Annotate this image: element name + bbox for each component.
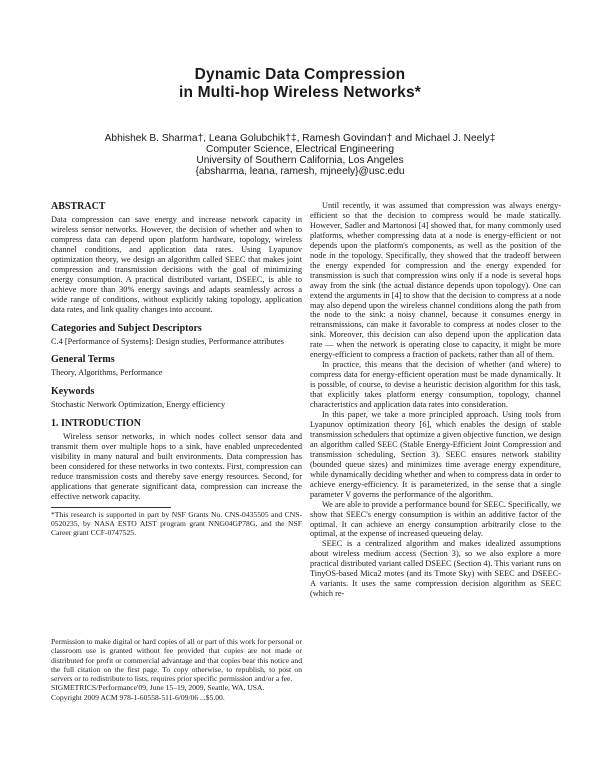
body-paragraph-4: We are able to provide a performance bound for SEEC. Specifically, we show that SEEC's energy consumption is within an additive factor of the optimal. It can achieve an energy consumption arbitrarily close to the optimal, at the expense of increased queueing delay. [310,499,561,539]
title-line-1: Dynamic Data Compression [194,66,406,83]
footnote-divider [51,507,171,508]
categories-heading: Categories and Subject Descriptors [51,322,202,334]
keywords-text: Stochastic Network Optimization, Energy efficiency [51,400,226,410]
affiliation-dept: Computer Science, Electrical Engineering [206,144,394,155]
general-terms-text: Theory, Algorithms, Performance [51,368,163,378]
copyright-line: Copyright 2009 ACM 978-1-60558-511-6/09/06 ...$5.00. [51,692,225,702]
body-paragraph-5: SEEC is a centralized algorithm and makes idealized assumptions about wireless medium access (Section 3), so we also explore a more practical distributed variant called DSEEC (Section 4). This variant runs on TinyOS-based Mica2 motes (and its Tmote Sky) with SEEC and DSEEC-A variants. It uses the same compression decision algorithm as SEEC (which re- [310,539,561,599]
right-column [310,201,561,599]
permission-text: Permission to make digital or hard copies of all or part of this work for personal or classroom use is granted without fee provided that copies are not made or distributed for profit or commercial advantage and that copies bear this notice and the full citation on the first page. To copy otherwise, to republish, to post on servers or to redistribute to lists, requires prior specific permission and/or a fee. [51,637,302,684]
venue-line: SIGMETRICS/Performance'09, June 15–19, 2009, Seattle, WA, USA. [51,683,265,693]
introduction-text: Wireless sensor networks, in which nodes collect sensor data and transmit them over multiple hops to a sink, have enabled unprecedented visibility in many natural and built environments. Data compression has been considered for these networks in two contexts. First, compression can reduce transmission costs and thereby save energy resources. Second, for applications that generate significant data, compression can increase the effective network capacity. [51,432,302,502]
categories-text: C.4 [Performance of Systems]: Design studies, Performance attributes [51,336,284,346]
author-names: Abhishek B. Sharma†, Leana Golubchik†‡, Ramesh Govindan† and Michael J. Neely‡ [104,133,496,144]
author-block [0,133,600,177]
keywords-heading: Keywords [51,386,95,398]
introduction-heading: 1. INTRODUCTION [51,418,142,430]
paper-title [0,66,600,102]
left-column [51,201,302,538]
abstract-heading: ABSTRACT [51,201,106,212]
title-line-2: in Multi-hop Wireless Networks* [178,84,422,101]
body-paragraph-3: In this paper, we take a more principled approach. Using tools from Lyapunov optimization theory [6], which enables the design of stable transmission schedulers that optimize a given objective function, we design an algorithm called SEEC (Stable Energy-Efficient Joint Compression and transmission scheduling, Section 3). SEEC ensures network stability (bounded queue sizes) and minimizes time average energy expenditure, while dynamically deciding whether and when to compress data in order to achieve energy-efficiency. It is parameterized, in the sense that a single parameter V governs the performance of the algorithm. [310,410,561,499]
author-emails: {absharma, leana, ramesh, mjneely}@usc.edu [195,166,405,177]
abstract-text: Data compression can save energy and increase network capacity in wireless sensor networks. However, the decision of whether and when to compress data can depend upon platform hardware, topology, wireless channel conditions, and application data rates. Using Lyapunov optimization theory, we design an algorithm called SEEC that makes joint compression and transmission decisions with the goal of minimizing energy consumption. A practical distributed variant, DSEEC, is able to achieve more than 30% energy savings and adapts seamlessly across a wide range of conditions, without explicitly taking topology, application data rates, and link quality changes into account. [51,215,302,314]
body-paragraph-2: In practice, this means that the decision of whether (and where) to compress data for energy-efficient operation must be made dynamically. It is possible, of course, to devise a heuristic decision algorithm for this task, that explicitly takes platform energy consumption, topology, channel characteristics and application data rates into consideration. [310,360,561,410]
funding-footnote: *This research is supported in part by NSF Grants No. CNS-0435505 and CNS-0520235, by NASA ESTO AIST program grant NNG04GP78G, and the NSF Career grant CCF-0747525. [51,510,302,538]
body-paragraph-1: Until recently, it was assumed that compression was always energy-efficient so that the decision to compress would be made statically. However, Sadler and Martonosi [4] showed that, for many commonly used platforms, whether compressing data at a node is energy-efficient or not depends upon the platform's components, as well as the position of the node in the topology. Specifically, they showed that the tradeoff between the energy expended for compression and the energy expended for transmission is such that compression wins only if a node is several hops away from the sink (the actual distance depends upon topology). One can extend the arguments in [4] to show that the decision to compress at a node may also depend upon the wireless channel conditions along the path from the node to the sink: a noisy channel, because it consumes energy in retransmissions, can make it favorable to compress at nodes closer to the sink. Moreover, this decision can also depend upon the application data rate — when the network is operating close to capacity, it might be more energy-efficient to compress a fraction of packets, rather than all of them. [310,201,561,360]
general-terms-heading: General Terms [51,354,115,366]
affiliation-university: University of Southern California, Los Angeles [196,155,404,166]
permission-notice [51,637,302,702]
